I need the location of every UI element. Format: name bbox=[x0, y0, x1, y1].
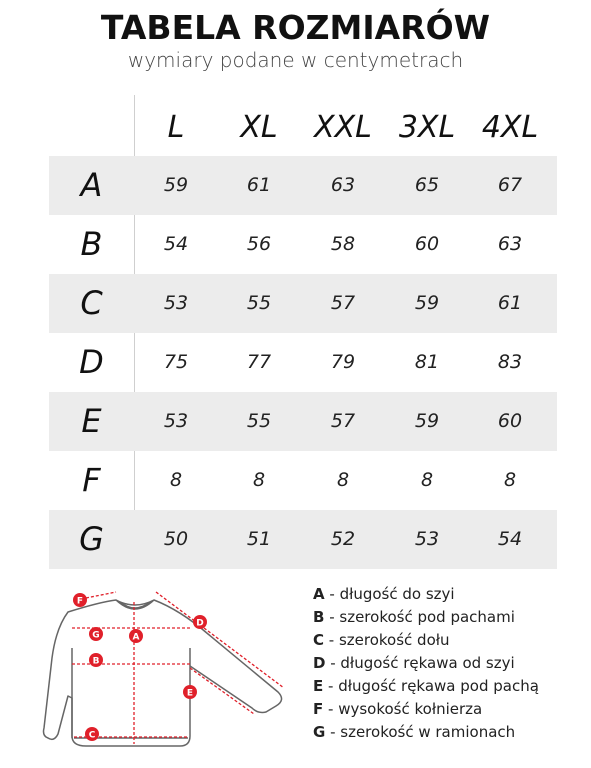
table-cell: 81 bbox=[414, 351, 440, 373]
page-subtitle: wymiary podane w centymetrach bbox=[127, 48, 464, 72]
table-cell: 61 bbox=[246, 174, 272, 196]
table-cell: 60 bbox=[414, 233, 440, 255]
legend-separator: - bbox=[324, 585, 340, 603]
diagram-marker-label: D bbox=[196, 618, 204, 629]
table-cell: 63 bbox=[330, 174, 356, 196]
diagram-marker-b bbox=[89, 653, 103, 667]
diagram-marker-label: C bbox=[88, 730, 96, 741]
legend-text: szerokość dołu bbox=[338, 631, 450, 649]
legend-text: szerokość pod pachami bbox=[339, 608, 515, 626]
legend-item bbox=[313, 675, 588, 698]
table-cell: 8 bbox=[420, 469, 434, 491]
page-title: TABELA ROZMIARÓW bbox=[100, 8, 491, 47]
legend-key: C bbox=[313, 631, 325, 649]
table-cell: 63 bbox=[497, 233, 523, 255]
table-cell: 57 bbox=[330, 410, 356, 432]
legend-text: długość rękawa pod pachą bbox=[338, 677, 539, 695]
table-cell: 77 bbox=[246, 351, 272, 373]
table-cell: 51 bbox=[246, 528, 272, 550]
garment-outline bbox=[44, 600, 282, 746]
legend-key: F bbox=[313, 700, 324, 718]
diagram-marker-d bbox=[193, 615, 207, 629]
legend-key: E bbox=[313, 677, 324, 695]
table-row bbox=[49, 333, 557, 392]
legend-key: G bbox=[313, 723, 326, 741]
table-cell: 53 bbox=[163, 410, 189, 432]
row-label: F bbox=[82, 461, 101, 499]
table-cell: 57 bbox=[330, 292, 356, 314]
row-label: G bbox=[79, 520, 104, 558]
table-row bbox=[49, 274, 557, 333]
column-header-1: XL bbox=[240, 110, 278, 145]
legend-item bbox=[313, 583, 588, 606]
row-label: D bbox=[79, 343, 104, 381]
legend-separator: - bbox=[323, 700, 339, 718]
legend-key: A bbox=[313, 585, 325, 603]
diagram-marker-a bbox=[129, 629, 143, 643]
row-label: A bbox=[80, 166, 103, 204]
row-label: E bbox=[81, 402, 102, 440]
column-header-4: 4XL bbox=[481, 110, 539, 145]
diagram-markers bbox=[73, 593, 207, 741]
table-cell: 8 bbox=[252, 469, 266, 491]
table-cell: 60 bbox=[497, 410, 523, 432]
table-cell: 67 bbox=[497, 174, 523, 196]
legend-separator: - bbox=[323, 677, 339, 695]
row-label: B bbox=[80, 225, 103, 263]
legend-item bbox=[313, 652, 588, 675]
row-label: C bbox=[80, 284, 103, 322]
legend-separator: - bbox=[324, 631, 339, 649]
table-row bbox=[49, 510, 557, 569]
diagram-marker-c bbox=[85, 727, 99, 741]
diagram-marker-label: A bbox=[132, 632, 140, 643]
legend-separator: - bbox=[325, 723, 341, 741]
table-cell: 54 bbox=[163, 233, 189, 255]
legend-text: szerokość w ramionach bbox=[340, 723, 516, 741]
table-cell: 79 bbox=[330, 351, 356, 373]
diagram-marker-label: F bbox=[76, 596, 84, 607]
table-cell: 83 bbox=[497, 351, 523, 373]
table-cell: 75 bbox=[163, 351, 189, 373]
legend-separator: - bbox=[324, 608, 340, 626]
table-cell: 50 bbox=[163, 528, 189, 550]
diagram-marker-g bbox=[89, 627, 103, 641]
legend-item bbox=[313, 629, 588, 652]
table-cell: 52 bbox=[330, 528, 356, 550]
table-cell: 8 bbox=[169, 469, 183, 491]
table-cell: 55 bbox=[246, 410, 272, 432]
table-cell: 59 bbox=[414, 410, 440, 432]
legend-text: wysokość kołnierza bbox=[338, 700, 483, 718]
table-cell: 8 bbox=[336, 469, 350, 491]
table-cell: 65 bbox=[414, 174, 440, 196]
table-cell: 55 bbox=[246, 292, 272, 314]
table-cell: 53 bbox=[163, 292, 189, 314]
legend-item bbox=[313, 698, 588, 721]
column-header-0: L bbox=[167, 110, 185, 145]
diagram-marker-label: B bbox=[92, 656, 100, 667]
table-cell: 56 bbox=[246, 233, 272, 255]
table-row bbox=[49, 156, 557, 215]
column-header-2: XXL bbox=[314, 110, 372, 145]
legend-key: D bbox=[313, 654, 326, 672]
table-cell: 8 bbox=[503, 469, 517, 491]
legend-text: długość rękawa od szyi bbox=[340, 654, 515, 672]
diagram-marker-label: G bbox=[92, 630, 100, 641]
legend-separator: - bbox=[325, 654, 341, 672]
table-cell: 54 bbox=[497, 528, 523, 550]
table-row bbox=[49, 451, 557, 510]
table-cell: 59 bbox=[414, 292, 440, 314]
legend-item bbox=[313, 606, 588, 629]
legend-item bbox=[313, 721, 588, 744]
table-cell: 61 bbox=[497, 292, 523, 314]
diagram-marker-f bbox=[73, 593, 87, 607]
table-cell: 53 bbox=[414, 528, 440, 550]
measurement-lines bbox=[72, 592, 284, 744]
legend-key: B bbox=[313, 608, 325, 626]
measurement-legend bbox=[313, 583, 588, 744]
legend-text: długość do szyi bbox=[339, 585, 455, 603]
table-row bbox=[49, 215, 557, 274]
table-row bbox=[49, 392, 557, 451]
sweatshirt-measurement-diagram-icon bbox=[40, 588, 300, 763]
diagram-marker-e bbox=[183, 685, 197, 699]
diagram-marker-label: E bbox=[186, 688, 194, 699]
column-header-3: 3XL bbox=[398, 110, 456, 145]
table-cell: 59 bbox=[163, 174, 189, 196]
table-cell: 58 bbox=[330, 233, 356, 255]
